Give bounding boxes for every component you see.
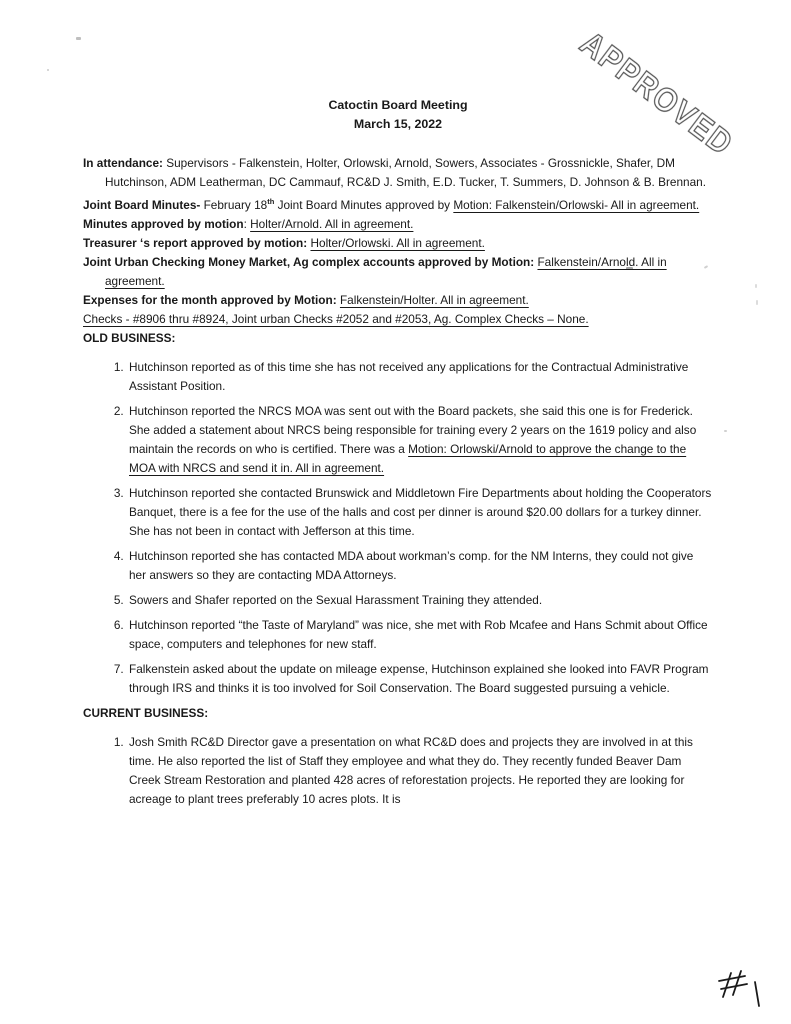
text-segment: Holter/Orlowski. All in agreement.	[310, 235, 485, 250]
text-segment: Motion: Falkenstein/Orlowski- All in agreement.	[453, 197, 700, 212]
scan-artifact	[47, 69, 49, 71]
scan-artifact	[755, 284, 757, 288]
list-item	[127, 547, 713, 585]
text-segment: Sowers and Shafer reported on the Sexual Harassment Training they attended.	[129, 592, 543, 607]
text-segment: Checks - #8906 thru #8924, Joint urban Checks #2052 and #2053, Ag. Complex Checks – None.	[83, 311, 589, 326]
list-item	[127, 402, 713, 478]
text-segment: th	[267, 197, 275, 206]
text-segment: Joint Board Minutes approved by	[274, 197, 454, 212]
list-item	[127, 660, 713, 698]
current-business-heading: CURRENT BUSINESS:	[83, 705, 209, 720]
current-business-list	[83, 733, 713, 809]
text-segment: Treasurer ‘s report approved by motion:	[83, 235, 311, 250]
expenses-paragraph	[83, 291, 713, 310]
list-item	[127, 484, 713, 541]
meeting-title: Catoctin Board Meeting	[328, 98, 468, 112]
text-segment: Motion: Orlowski/Arnold to approve the change to the MOA with NRCS and send it in. All in agreement.	[129, 441, 687, 475]
document-content	[83, 96, 713, 815]
text-segment: Hutchinson reported she has contacted MDA about workman’s comp. for the NM Interns, they could not give her answers so they are contacting MDA Attorneys.	[129, 548, 694, 582]
text-segment: Falkenstein asked about the update on mileage expense, Hutchinson explained she looked into FAVR Program through IRS and thinks it is too involved for Soil Conservation. The Board suggested pursuing a vehicle.	[129, 661, 709, 695]
old-business-heading: OLD BUSINESS:	[83, 330, 176, 345]
text-segment: Hutchinson reported as of this time she has not received any applications for the Contractual Administrative Assistant Position.	[129, 359, 689, 393]
text-segment: Hutchinson reported she contacted Brunswick and Middletown Fire Departments about holding the Cooperators Banquet, there is a fee for the use of the halls and cost per dinner is around $20.00 dollars for a turkey dinner. She has not been in contact with Jefferson at this time.	[129, 485, 712, 538]
text-segment: Joint Board Minutes-	[83, 197, 204, 212]
text-segment: Supervisors - Falkenstein, Holter, Orlowski, Arnold, Sowers, Associates - Grossnickle, Shafer, DM Hutchinson, ADM Leatherman, DC Cammauf, RC&D J. Smith, E.D. Tucker, T. Summers, D. Johnson & B. Brennan.	[105, 156, 706, 189]
text-segment: Minutes approved by motion	[83, 216, 244, 231]
text-segment: February 18	[203, 197, 268, 212]
scan-artifact	[76, 37, 81, 40]
text-segment: Joint Urban Checking Money Market, Ag complex accounts approved by Motion:	[83, 254, 538, 269]
minutes-approved-paragraph	[83, 215, 713, 234]
attendance-paragraph	[83, 154, 713, 192]
list-item	[127, 616, 713, 654]
meeting-date: March 15, 2022	[353, 117, 443, 131]
list-item	[127, 733, 713, 809]
text-segment: Holter/Arnold. All in agreement.	[250, 216, 414, 231]
scan-artifact	[724, 430, 727, 432]
checks-paragraph	[83, 310, 713, 329]
text-segment: In attendance:	[83, 156, 167, 170]
text-segment: Josh Smith RC&D Director gave a presentation on what RC&D does and projects they are involved in at this time. He also reported the list of Staff they employee and what they do. They recently funded Beaver Dam Creek Stream Restoration and planted 428 acres of reforestation projects. He reported they are looking for acreage to plant trees preferably 10 acres plots. It is	[129, 734, 693, 806]
text-segment: Falkenstein/Arnold. All in agreement.	[105, 254, 667, 288]
list-item	[127, 358, 713, 396]
text-segment: Hutchinson reported “the Taste of Maryland” was nice, she met with Rob Mcafee and Hans Schmit about Office space, computers and telephones for new staff.	[129, 617, 708, 651]
joint-board-minutes-paragraph	[83, 192, 713, 215]
list-item	[127, 591, 713, 610]
text-segment: :	[243, 216, 251, 231]
treasurers-report-paragraph	[83, 234, 713, 253]
document-title	[83, 96, 713, 134]
text-segment: Falkenstein/Holter. All in agreement.	[339, 292, 529, 307]
old-business-list	[83, 358, 713, 698]
text-segment: Hutchinson reported the NRCS MOA was sent out with the Board packets, she said this one is for Frederick. She added a statement about NRCS being responsible for training every 2 years on the 1619 policy and also maintain the records on who is certified. There was a	[129, 403, 697, 456]
approved-stamp: APPROVED	[573, 24, 741, 163]
text-segment: Expenses for the month approved by Motion:	[83, 292, 340, 307]
joint-urban-paragraph	[83, 253, 713, 291]
scan-artifact	[756, 300, 758, 305]
handwritten-page-number	[718, 970, 764, 1014]
